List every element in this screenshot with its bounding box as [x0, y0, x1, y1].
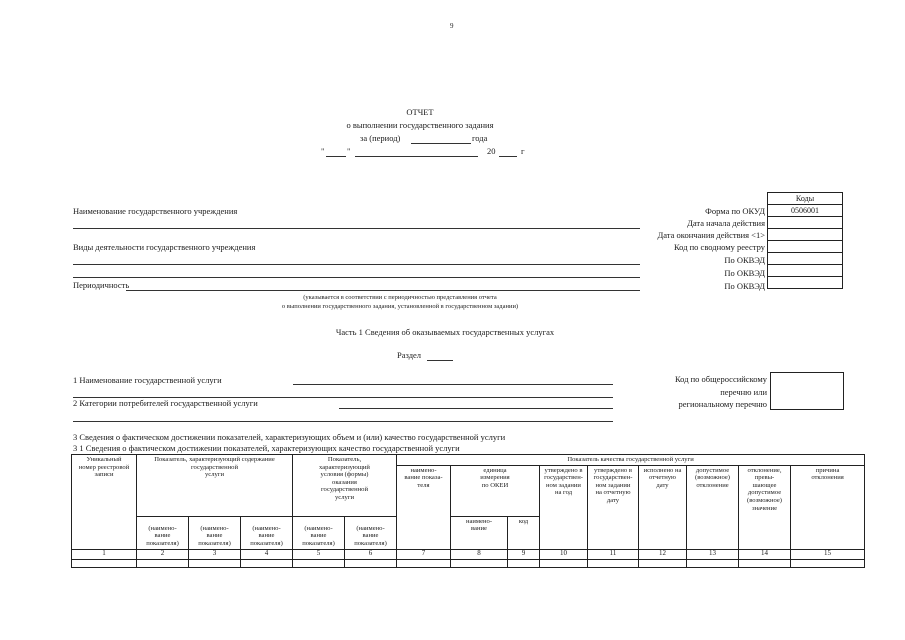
sub-indicator-name-3: (наимено- вание показателя) — [189, 516, 241, 549]
sub-indicator-name-6: (наимено- вание показателя) — [345, 516, 397, 549]
periodicity-note-2: о выполнении государственного задания, установленной в государственном задании) — [281, 303, 519, 310]
consumers-label: 2 Категории потребителей государственной услуги — [73, 398, 258, 408]
column-number: 10 — [540, 549, 588, 559]
consumers-line-1[interactable] — [339, 408, 613, 409]
period-blank[interactable] — [411, 143, 471, 144]
column-number: 9 — [508, 549, 540, 559]
column-number: 15 — [791, 549, 865, 559]
service-name-line-1[interactable] — [293, 384, 613, 385]
header-approved-year: утверждено в государствен- ном задании на год — [540, 465, 588, 549]
table-cell[interactable] — [588, 559, 639, 567]
code-label-3: региональному перечню — [678, 399, 767, 409]
okved-cell-3[interactable] — [768, 277, 843, 289]
start-date-cell[interactable] — [768, 217, 843, 229]
day-blank[interactable] — [326, 156, 346, 157]
sub-unit-code: код — [508, 516, 540, 549]
codes-header: Коды — [768, 193, 843, 205]
year-prefix: 20 — [487, 146, 496, 156]
column-number: 1 — [72, 549, 137, 559]
header-indicator-name: наимено- вание показа- теля — [397, 465, 451, 549]
institution-name-line[interactable] — [73, 228, 640, 229]
table-cell[interactable] — [540, 559, 588, 567]
okud-code: 0506001 — [768, 205, 843, 217]
label-activity-types: Виды деятельности государственного учреждения — [73, 242, 256, 252]
label-end-date: Дата окончания действия <1> — [657, 230, 765, 240]
table-cell[interactable] — [397, 559, 451, 567]
column-number: 13 — [687, 549, 739, 559]
table-cell[interactable] — [687, 559, 739, 567]
label-institution-name: Наименование государственного учреждения — [73, 206, 238, 216]
label-okved-3: По ОКВЭД — [724, 281, 765, 291]
year-suffix: г — [521, 146, 525, 156]
column-number: 6 — [345, 549, 397, 559]
label-okud: Форма по ОКУД — [705, 206, 765, 216]
period-suffix: года — [472, 133, 488, 143]
table-cell[interactable] — [791, 559, 865, 567]
column-number: 14 — [739, 549, 791, 559]
sub-indicator-name-5: (наимено- вание показателя) — [293, 516, 345, 549]
table-cell[interactable] — [293, 559, 345, 567]
okved-cell-1[interactable] — [768, 253, 843, 265]
column-number: 7 — [397, 549, 451, 559]
table-cell[interactable] — [451, 559, 508, 567]
activity-line-2[interactable] — [73, 277, 640, 278]
table-cell[interactable] — [189, 559, 241, 567]
periodicity-line[interactable] — [126, 290, 640, 291]
column-number: 11 — [588, 549, 639, 559]
registry-code-cell[interactable] — [768, 241, 843, 253]
header-content-indicator: Показатель, характеризующий содержание государственной услуги — [137, 455, 293, 517]
table-cell[interactable] — [508, 559, 540, 567]
label-okved-1: По ОКВЭД — [724, 255, 765, 265]
header-approved-date: утверждено в государствен- ном задании на отчетную дату — [588, 465, 639, 549]
label-registry: Код по сводному реестру — [673, 242, 765, 252]
header-unit: единица измерения по ОКЕИ — [451, 465, 540, 516]
quality-indicators-table — [71, 454, 865, 568]
column-number: 4 — [241, 549, 293, 559]
label-periodicity: Периодичность — [73, 280, 130, 290]
header-quality-indicator: Показатель качества государственной услуги — [397, 455, 865, 466]
table-cell[interactable] — [639, 559, 687, 567]
sub-indicator-name-2: (наимено- вание показателя) — [137, 516, 189, 549]
label-start-date: Дата начала действия — [687, 218, 765, 228]
column-number: 2 — [137, 549, 189, 559]
section31-heading: 3 1 Сведения о фактическом достижении показателей, характеризующих качество государственной услуги — [73, 443, 460, 453]
report-subtitle: о выполнении государственного задания — [346, 120, 494, 130]
codes-table — [767, 192, 843, 289]
column-number: 8 — [451, 549, 508, 559]
table-cell[interactable] — [137, 559, 189, 567]
sub-unit-name: наимено- вание — [451, 516, 508, 549]
header-exceeding-deviation: отклонение, превы- шающее допустимое (возможное) значение — [739, 465, 791, 549]
table-cell[interactable] — [739, 559, 791, 567]
header-unique-number: Уникальный номер реестровой записи — [72, 455, 137, 550]
service-name-label: 1 Наименование государственной услуги — [73, 375, 222, 385]
section3-heading: 3 Сведения о фактическом достижении показателей, характеризующих объем и (или) качество государственной услуги — [73, 432, 506, 442]
header-deviation-reason: причина отклонения — [791, 465, 865, 549]
header-executed: исполнено на отчетную дату — [639, 465, 687, 549]
section-number-blank[interactable] — [427, 360, 453, 361]
column-number: 5 — [293, 549, 345, 559]
part1-title: Часть 1 Сведения об оказываемых государственных услугах — [335, 327, 555, 337]
year-blank[interactable] — [499, 156, 517, 157]
report-title: ОТЧЕТ — [406, 107, 434, 117]
period-label: за (период) — [360, 133, 401, 143]
date-quote-close: " — [347, 146, 351, 156]
date-quote-open: " — [321, 146, 325, 156]
table-cell[interactable] — [345, 559, 397, 567]
consumers-line-2[interactable] — [73, 421, 613, 422]
month-blank[interactable] — [355, 156, 478, 157]
column-number: 3 — [189, 549, 241, 559]
code-label-2: перечню или — [720, 387, 767, 397]
column-number: 12 — [639, 549, 687, 559]
periodicity-note-1: (указывается в соответствии с периодичностью представления отчета — [303, 294, 497, 301]
label-okved-2: По ОКВЭД — [724, 268, 765, 278]
table-cell[interactable] — [241, 559, 293, 567]
service-code-box[interactable] — [770, 372, 844, 410]
sub-indicator-name-4: (наимено- вание показателя) — [241, 516, 293, 549]
table-cell[interactable] — [72, 559, 137, 567]
okved-cell-2[interactable] — [768, 265, 843, 277]
section-label: Раздел — [397, 350, 422, 360]
header-conditions-indicator: Показатель, характеризующий условия (формы) оказания государственной услуги — [293, 455, 397, 517]
code-label-1: Код по общероссийскому — [674, 374, 767, 384]
header-allowed-deviation: допустимое (возможное) отклонение — [687, 465, 739, 549]
activity-line-1[interactable] — [73, 264, 640, 265]
page-number: 9 — [450, 22, 454, 30]
end-date-cell[interactable] — [768, 229, 843, 241]
